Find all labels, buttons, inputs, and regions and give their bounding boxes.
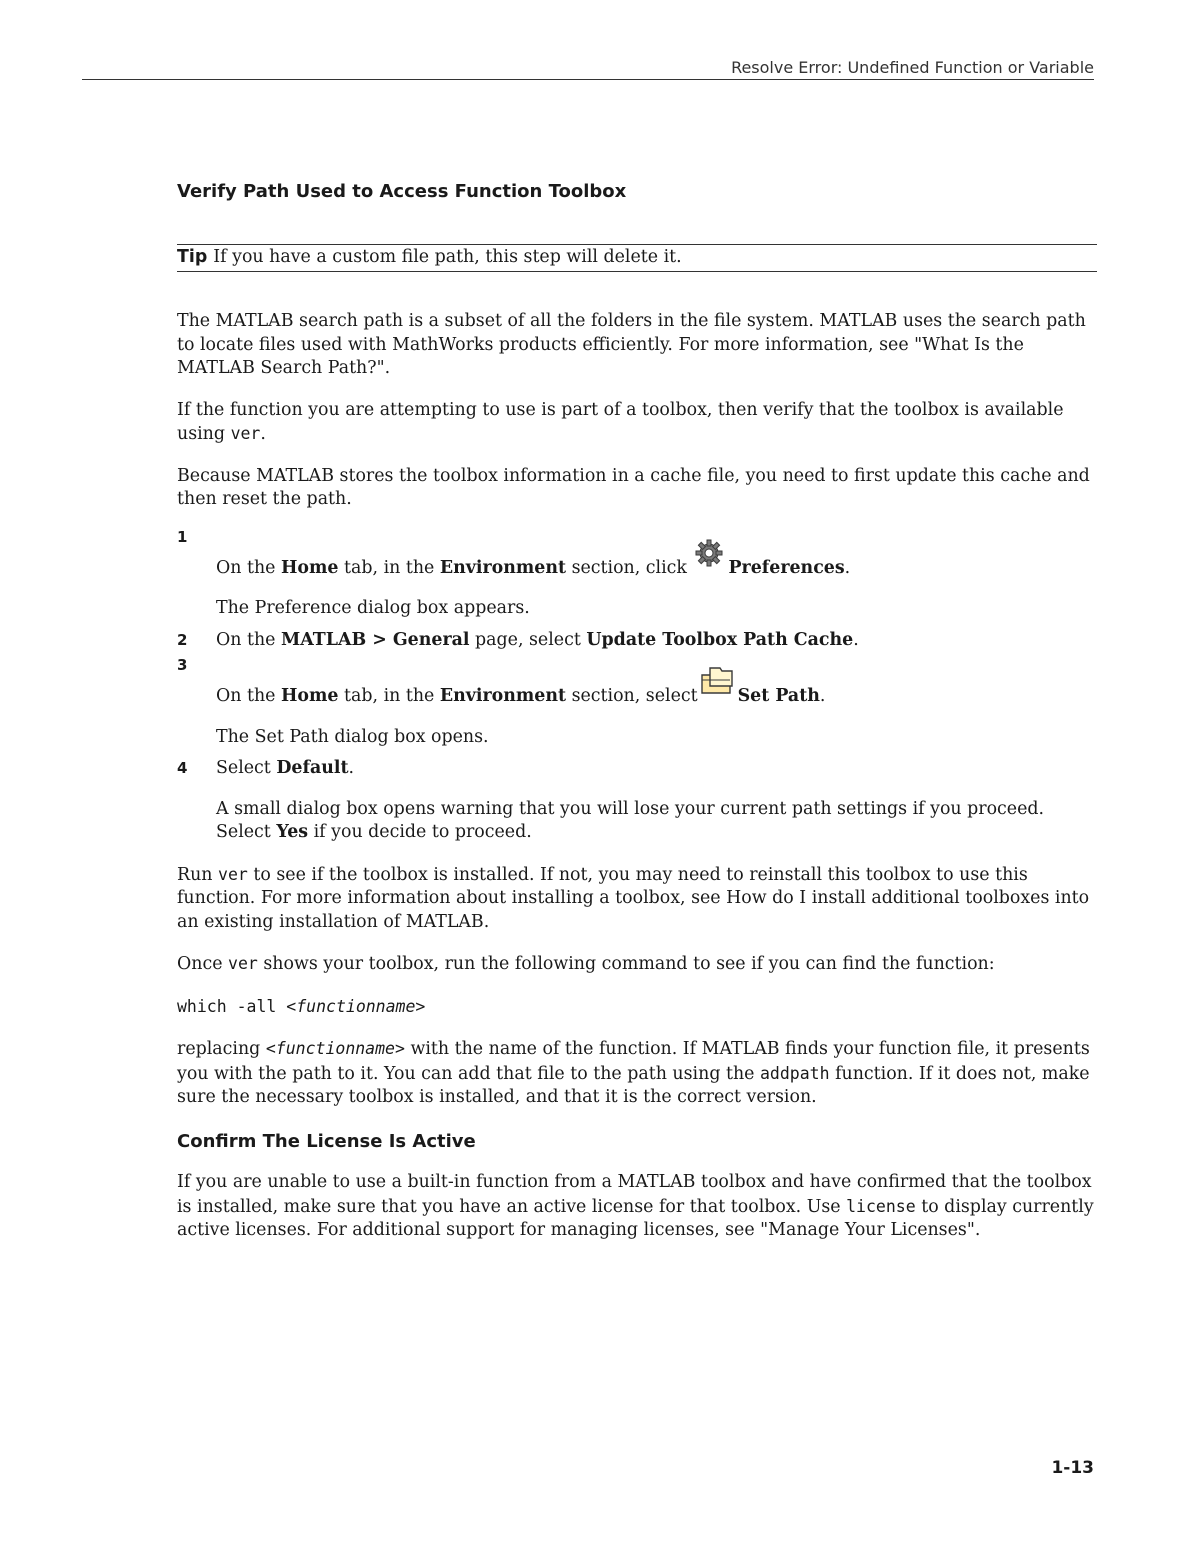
text-run: tab, in the	[338, 557, 440, 578]
code-ver: ver	[218, 864, 248, 884]
ui-term-home: Home	[281, 686, 339, 706]
step-4-result	[216, 798, 1097, 845]
text-run: with the name of the function. If MATLAB finds your function file, it presents you with the path to it. You can add that file to the path using the	[177, 1039, 1090, 1084]
ui-term-home: Home	[281, 557, 339, 578]
code-argument: <functionname>	[286, 996, 426, 1016]
ui-term-preferences: Preferences	[728, 557, 845, 578]
step-3-text	[216, 658, 1097, 709]
tip-label: Tip	[177, 246, 208, 267]
text-run: On the	[216, 629, 281, 650]
section-heading-license: Confirm The License Is Active	[177, 1130, 476, 1152]
text-run: On the	[216, 557, 281, 578]
step-1-text	[216, 530, 1097, 581]
text-run: .	[819, 686, 826, 706]
text-run: to display currently active licenses. For additional support for managing licenses, see "Manage Your Licenses".	[177, 1196, 1094, 1240]
gear-icon	[694, 538, 724, 568]
text-run: tab, in the	[338, 686, 440, 706]
step-1	[177, 527, 1097, 621]
text-run: function. If it does not, make sure the necessary toolbox is installed, and that it is the correct version.	[177, 1063, 1090, 1107]
steps-list	[177, 527, 1097, 845]
text-run: Select	[216, 758, 277, 778]
text-run: section, click	[566, 557, 693, 578]
text-run: .	[844, 557, 851, 578]
step-1-result: The Preference dialog box appears.	[216, 598, 530, 618]
text-run: if you decide to proceed.	[308, 822, 532, 842]
paragraph-run-ver	[177, 863, 1097, 935]
tip-box	[177, 244, 1097, 273]
paragraph-license	[177, 1171, 1097, 1243]
ui-term-update-toolbox-path-cache: Update Toolbox Path Cache	[586, 629, 854, 650]
ui-term-matlab-general: MATLAB > General	[281, 629, 470, 650]
code-addpath: addpath	[760, 1063, 830, 1083]
text-run: If the function you are attempting to use is part of a toolbox, then verify that the toolbox is available using	[177, 399, 1064, 444]
text-run: replacing	[177, 1039, 266, 1059]
code-ver: ver	[230, 424, 261, 443]
text-run: If you are unable to use a built-in function from a MATLAB toolbox and have confirmed that the toolbox is installed, make sure that you have an active license for that toolbox. Use	[177, 1172, 1092, 1217]
ui-term-yes: Yes	[276, 822, 309, 842]
step-3	[177, 658, 1097, 749]
step-number: 3	[177, 656, 188, 674]
text-run: Once	[177, 954, 229, 974]
text-run: shows your toolbox, run the following command to see if you can find the function:	[257, 954, 995, 974]
ui-term-set-path: Set Path	[737, 686, 820, 706]
text-run: section, select	[566, 686, 698, 706]
step-number: 4	[177, 759, 188, 777]
folder-icon	[700, 666, 734, 696]
step-2-text	[216, 629, 1097, 653]
code-ver: ver	[228, 954, 258, 973]
code-command: which -all	[177, 996, 287, 1016]
text-run: .	[348, 758, 355, 778]
text-run: .	[260, 424, 266, 444]
section-heading-verify-path: Verify Path Used to Access Function Toolbox	[177, 181, 627, 202]
text-run: A small dialog box opens warning that you will lose your current path settings if you proceed. Select	[216, 798, 1045, 842]
code-license: license	[846, 1196, 916, 1216]
text-run: page, select	[469, 629, 587, 650]
step-4-text	[216, 757, 1097, 781]
paragraph-verify-toolbox	[177, 399, 1097, 447]
running-header	[82, 58, 1094, 80]
ui-term-default: Default	[276, 758, 349, 778]
paragraph-replacing	[177, 1037, 1097, 1110]
text-run: Run	[177, 864, 219, 885]
step-2	[177, 629, 1097, 653]
paragraph-cache: Because MATLAB stores the toolbox information in a cache file, you need to first update this cache and then reset the path.	[177, 465, 1090, 509]
code-block-which	[177, 995, 1097, 1020]
tip-text: If you have a custom file path, this step will delete it.	[213, 246, 682, 267]
text-run: to see if the toolbox is installed. If not, you may need to reinstall this toolbox to use this function. For more information about installing a toolbox, see How do I install additional toolboxes into an existing installation of MATLAB.	[177, 864, 1090, 932]
step-4	[177, 757, 1097, 845]
step-number: 1	[177, 527, 188, 546]
page-content	[177, 180, 1097, 1243]
ui-term-environment: Environment	[439, 557, 567, 578]
ui-term-environment: Environment	[439, 686, 567, 706]
paragraph-once-ver	[177, 952, 1097, 977]
step-3-result: The Set Path dialog box opens.	[216, 726, 489, 747]
code-argument: <functionname>	[265, 1039, 405, 1058]
running-title: Resolve Error: Undefined Function or Variable	[731, 58, 1094, 77]
page-number: 1-13	[1051, 1458, 1094, 1478]
paragraph-search-path: The MATLAB search path is a subset of all the folders in the file system. MATLAB uses the search path to locate files used with MathWorks products efficiently. For more information, see "What Is the MATLAB Search Path?".	[177, 311, 1086, 378]
step-number: 2	[177, 630, 188, 649]
text-run: .	[853, 629, 859, 650]
text-run: On the	[216, 686, 281, 706]
